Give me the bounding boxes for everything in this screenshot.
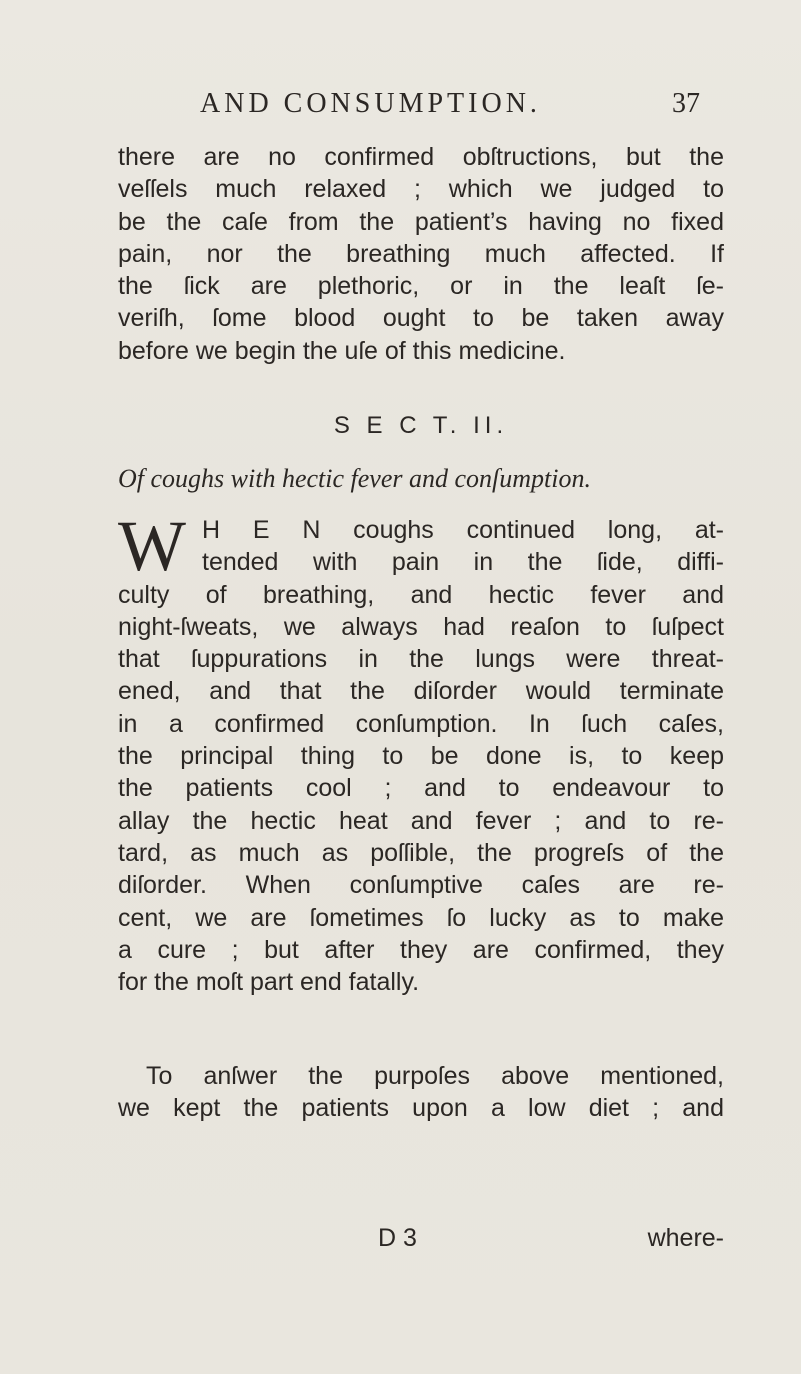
text-line: be the caſe from the patient’s having no fixed — [118, 207, 724, 236]
text-line: night-ſweats, we always had reaſon to ſuſpect — [118, 612, 724, 641]
text-line: To anſwer the purpoſes above mentioned, — [146, 1062, 724, 1090]
text-line: there are no confirmed obſtructions, but the — [118, 143, 724, 171]
text-line: tard, as much as poſſible, the progreſs of the — [118, 838, 724, 867]
text-line: cent, we are ſometimes ſo lucky as to make — [118, 903, 724, 932]
text-line: we kept the patients upon a low diet ; and — [118, 1094, 724, 1123]
drop-cap: W — [118, 506, 186, 586]
catchword: where- — [647, 1224, 724, 1252]
paragraph-section-opening — [118, 506, 724, 998]
section-subheading: Of coughs with hectic fever and conſumption. — [118, 464, 591, 493]
page-number: 37 — [672, 88, 700, 119]
text-line: the principal thing to be done is, to keep — [118, 742, 724, 771]
text-line: a cure ; but after they are confirmed, they — [118, 935, 724, 964]
text-line: H E N coughs continued long, at- — [202, 516, 724, 544]
text-line: in a confirmed conſumption. In ſuch caſes, — [118, 709, 724, 738]
text-line: the patients cool ; and to endeavour to — [118, 774, 724, 803]
paragraph-continued — [118, 141, 724, 367]
running-head — [200, 88, 700, 128]
text-line: tended with pain in the ſide, diffi- — [202, 548, 724, 577]
text-line: for the moſt part end fatally. — [118, 968, 420, 997]
section-heading: S E C T. II. — [333, 412, 509, 439]
text-line: before we begin the uſe of this medicine. — [118, 336, 566, 365]
text-line: diſorder. When conſumptive caſes are re- — [118, 871, 724, 900]
signature-mark: D 3 — [378, 1224, 417, 1252]
paragraph-following — [118, 1060, 724, 1125]
text-line: culty of breathing, and hectic fever and — [118, 580, 724, 609]
running-head-title: AND CONSUMPTION. — [200, 88, 541, 119]
text-line: that ſuppurations in the lungs were threat- — [118, 645, 724, 674]
text-line: the ſick are plethoric, or in the leaſt ſe- — [118, 272, 724, 301]
text-line: veriſh, ſome blood ought to be taken away — [118, 304, 724, 333]
page-footer — [118, 1224, 724, 1258]
text-line: veſſels much relaxed ; which we judged to — [118, 175, 724, 204]
text-line: pain, nor the breathing much affected. If — [118, 239, 724, 268]
text-line: ened, and that the diſorder would terminate — [118, 677, 724, 706]
text-line: allay the hectic heat and fever ; and to re- — [118, 806, 724, 835]
